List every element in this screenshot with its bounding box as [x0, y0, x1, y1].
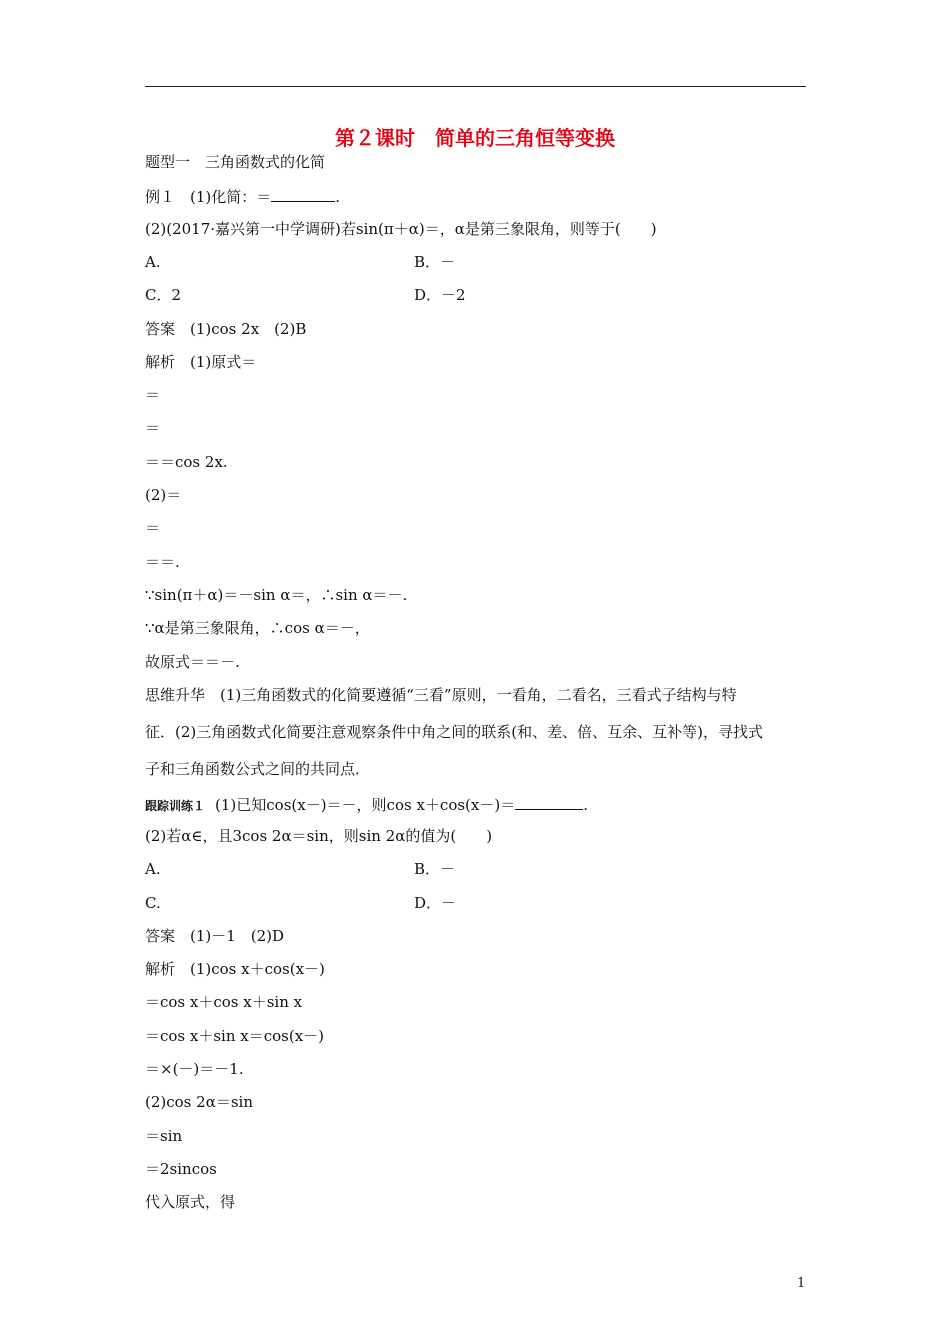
option-d: D．－2 [414, 286, 466, 304]
analysis-line: ＝＝cos 2x. [145, 453, 228, 471]
analysis-line: 故原式＝＝－. [145, 653, 240, 671]
analysis-line: 解析 (1)cos x＋cos(x－) [145, 960, 325, 978]
period: . [335, 188, 341, 206]
answer-blank [515, 794, 583, 810]
analysis-line: ＝sin [145, 1127, 183, 1145]
page-title: 第２课时 简单的三角恒等变换 [335, 126, 615, 150]
thinking-line: 子和三角函数公式之间的共同点． [145, 760, 371, 778]
page-number: 1 [797, 1276, 806, 1291]
example1-q1 [145, 186, 806, 207]
example1-answer: 答案 (1)cos 2x (2)B [145, 320, 307, 338]
practice1-q1 [145, 794, 806, 816]
analysis-line: ＝＝. [145, 553, 180, 571]
practice1-q2: (2)若α∈，且3cos 2α＝sin，则sin 2α的值为( ) [145, 827, 493, 845]
period: . [583, 796, 588, 814]
practice-label: 跟踪训练１ [145, 799, 206, 813]
option-a: A. [145, 860, 161, 878]
analysis-line: ∵sin(π＋α)＝－sin α＝，∴sin α＝－. [145, 586, 408, 604]
analysis-line: ∵α是第三象限角，∴cos α＝－， [145, 619, 370, 637]
analysis-line: 解析 (1)原式＝ [145, 353, 257, 371]
option-b: B．－ [414, 860, 456, 878]
analysis-line: ＝cos x＋cos x＋sin x [145, 993, 303, 1011]
header-rule [145, 86, 806, 87]
practice1-answer: 答案 (1)－1 (2)D [145, 927, 285, 945]
analysis-line: (2)cos 2α＝sin [145, 1093, 253, 1111]
analysis-line: (2)＝ [145, 486, 182, 504]
analysis-line: ＝ [145, 386, 161, 404]
option-c: C. [145, 894, 161, 912]
thinking-line: 征．(2)三角函数式化简要注意观察条件中角之间的联系(和、差、倍、互余、互补等)，寻找式 [145, 723, 763, 741]
option-d: D．－ [414, 894, 457, 912]
option-a: A. [145, 253, 161, 271]
analysis-line: ＝ [145, 419, 161, 437]
answer-blank [271, 186, 335, 202]
analysis-line: 代入原式，得 [145, 1193, 236, 1211]
example1-q2: (2)(2017·嘉兴第一中学调研)若sin(π＋α)＝，α是第三象限角，则等于( ) [145, 220, 657, 238]
section-heading: 题型一 三角函数式的化简 [145, 153, 326, 171]
analysis-line: ＝2sincos [145, 1160, 217, 1178]
analysis-line: ＝×(－)＝－1. [145, 1060, 244, 1078]
analysis-line: ＝ [145, 519, 161, 537]
option-b: B．－ [414, 253, 456, 271]
practice1-q1-text: (1)已知cos(x－)＝－，则cos x＋cos(x－)＝ [215, 796, 516, 814]
option-c: C．2 [145, 286, 182, 304]
analysis-line: ＝cos x＋sin x＝cos(x－) [145, 1027, 325, 1045]
example1-q1-text: 例１ (1)化简：＝ [145, 188, 272, 206]
thinking-line: 思维升华 (1)三角函数式的化简要遵循“三看”原则，一看角，二看名，三看式子结构与特 [145, 686, 737, 704]
